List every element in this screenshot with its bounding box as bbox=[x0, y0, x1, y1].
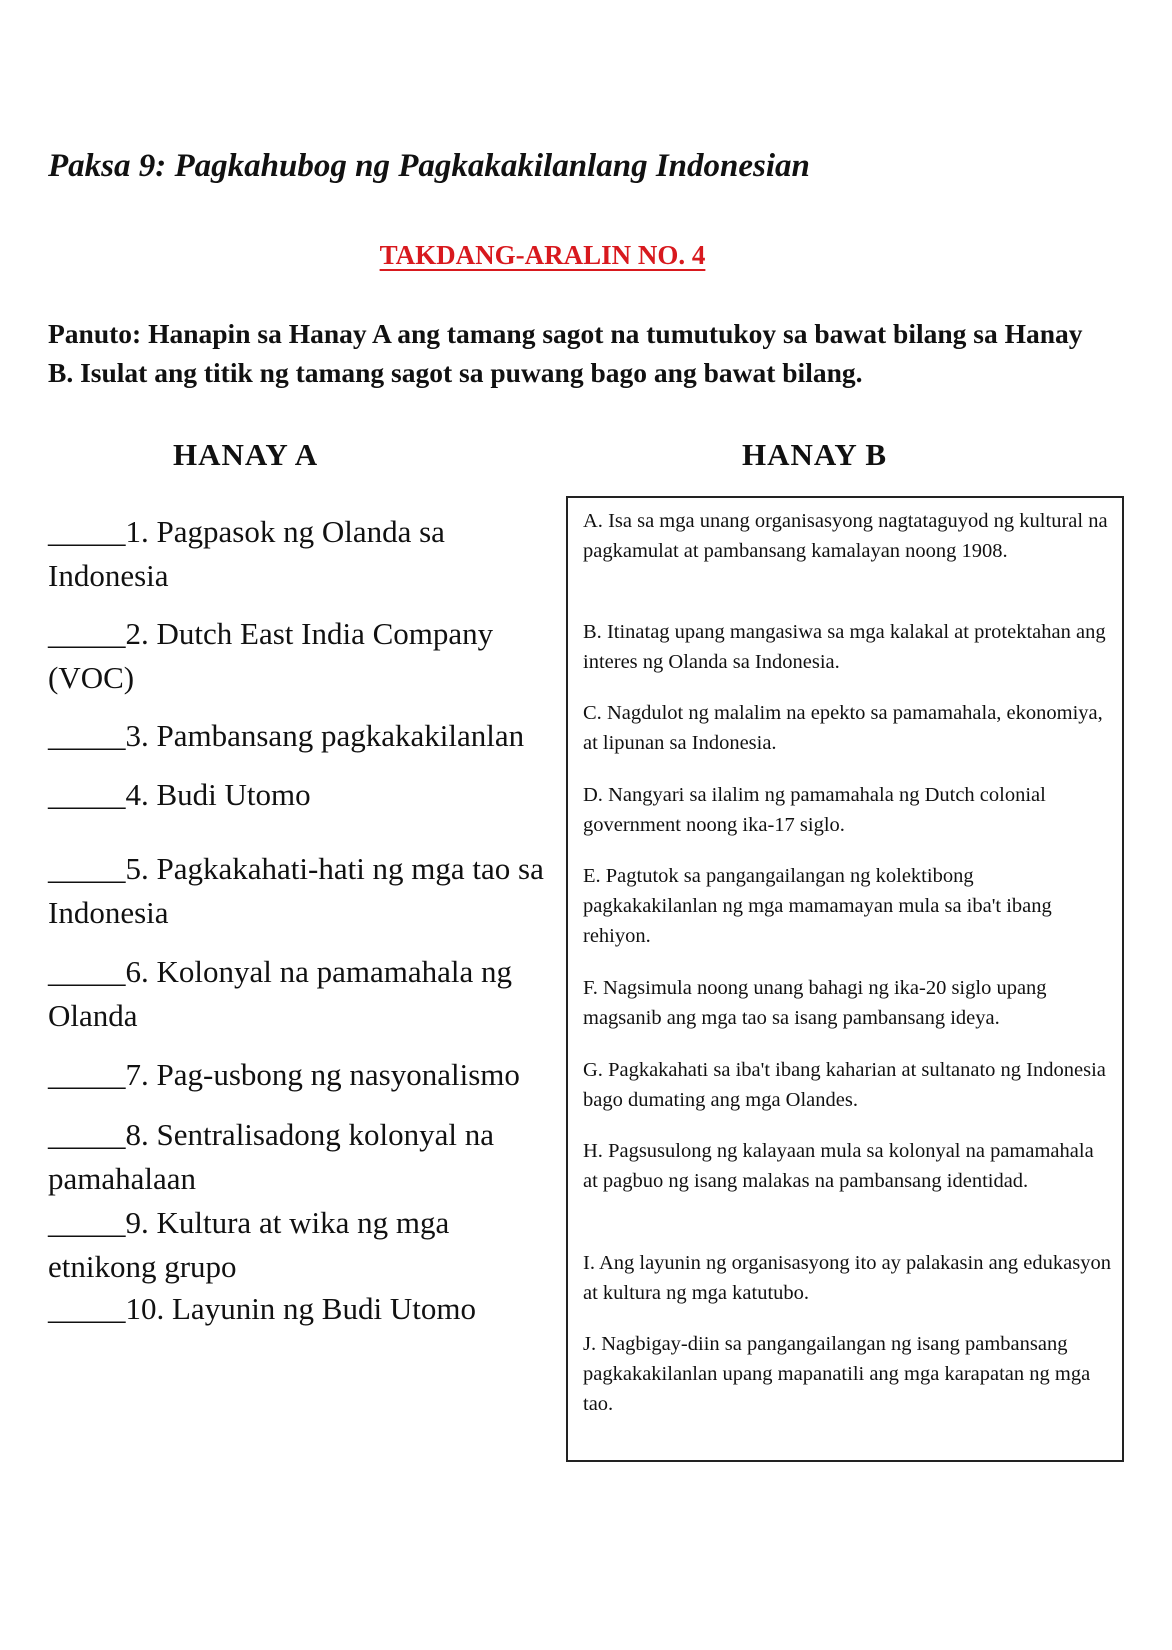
column-b-item bbox=[583, 780, 1113, 840]
item-letter: D. bbox=[583, 784, 603, 806]
column-b-item bbox=[583, 1248, 1113, 1308]
answer-blank[interactable]: _____ bbox=[48, 1057, 126, 1092]
item-text: Pagpasok ng Olanda sa Indonesia bbox=[48, 514, 445, 593]
column-a-item bbox=[48, 1113, 558, 1201]
item-number: 8. bbox=[125, 1117, 149, 1152]
column-a-item bbox=[48, 1201, 558, 1289]
column-a-item bbox=[48, 847, 558, 935]
item-text: Layunin ng Budi Utomo bbox=[172, 1291, 476, 1326]
item-text: Pagsusulong ng kalayaan mula sa kolonyal na pamamahala at pagbuo ng isang malakas na pambansang identidad. bbox=[583, 1140, 1094, 1192]
column-b-item bbox=[583, 698, 1113, 758]
column-b-item bbox=[583, 1055, 1113, 1115]
item-text: Pagkakahati sa iba't ibang kaharian at sultanato ng Indonesia bago dumating ang mga Olandes. bbox=[583, 1059, 1106, 1111]
item-number: 10. bbox=[125, 1291, 165, 1326]
item-number: 1. bbox=[125, 514, 149, 549]
answer-blank[interactable]: _____ bbox=[48, 718, 126, 753]
answer-blank[interactable]: _____ bbox=[48, 616, 126, 651]
item-letter: G. bbox=[583, 1059, 603, 1081]
column-a-item bbox=[48, 1287, 558, 1331]
item-text: Kultura at wika ng mga etnikong grupo bbox=[48, 1205, 450, 1284]
item-letter: I. bbox=[583, 1252, 595, 1274]
item-letter: F. bbox=[583, 977, 598, 999]
answer-blank[interactable]: _____ bbox=[48, 1291, 126, 1326]
answer-blank[interactable]: _____ bbox=[48, 851, 126, 886]
column-b-item bbox=[583, 617, 1113, 677]
answer-blank[interactable]: _____ bbox=[48, 514, 126, 549]
column-b-item bbox=[583, 506, 1113, 566]
item-text: Pagkakahati-hati ng mga tao sa Indonesia bbox=[48, 851, 544, 930]
instructions: Panuto: Hanapin sa Hanay A ang tamang sagot na tumutukoy sa bawat bilang sa Hanay B. Isulat ang titik ng tamang sagot sa puwang bago ang bawat bilang. bbox=[48, 318, 1083, 388]
item-number: 2. bbox=[125, 616, 149, 651]
column-a-item bbox=[48, 1053, 558, 1097]
column-a-item bbox=[48, 714, 558, 758]
column-b-box bbox=[566, 496, 1124, 1462]
item-number: 3. bbox=[125, 718, 149, 753]
item-letter: E. bbox=[583, 865, 601, 887]
column-b-item bbox=[583, 973, 1113, 1033]
item-letter: B. bbox=[583, 621, 602, 643]
column-a-item bbox=[48, 773, 558, 817]
item-text: Nagsimula noong unang bahagi ng ika-20 siglo upang magsanib ang mga tao sa isang pambansang ideya. bbox=[583, 977, 1047, 1029]
item-text: Sentralisadong kolonyal na pamahalaan bbox=[48, 1117, 494, 1196]
item-number: 5. bbox=[125, 851, 149, 886]
item-text: Nagbigay-diin sa pangangailangan ng isang pambansang pagkakakilanlan upang mapanatili ang mga karapatan ng mga tao. bbox=[583, 1333, 1091, 1415]
topic-title: Paksa 9: Pagkahubog ng Pagkakakilanlang Indonesian bbox=[48, 148, 810, 184]
item-text: Budi Utomo bbox=[156, 777, 311, 812]
column-b-item bbox=[583, 1329, 1113, 1419]
item-text: Itinatag upang mangasiwa sa mga kalakal at protektahan ang interes ng Olanda sa Indonesia. bbox=[583, 621, 1106, 673]
item-letter: H. bbox=[583, 1140, 603, 1162]
item-number: 6. bbox=[125, 954, 149, 989]
item-number: 9. bbox=[125, 1205, 149, 1240]
column-a-item bbox=[48, 510, 558, 598]
item-number: 4. bbox=[125, 777, 149, 812]
column-a-item bbox=[48, 612, 558, 700]
column-a-heading: HANAY A bbox=[173, 437, 319, 472]
item-text: Ang layunin ng organisasyong ito ay palakasin ang edukasyon at kultura ng mga katutubo. bbox=[583, 1252, 1111, 1304]
column-b-item bbox=[583, 861, 1113, 951]
item-text: Nangyari sa ilalim ng pamamahala ng Dutch colonial government noong ika-17 siglo. bbox=[583, 784, 1046, 836]
column-b-heading: HANAY B bbox=[742, 437, 888, 472]
item-text: Kolonyal na pamamahala ng Olanda bbox=[48, 954, 513, 1033]
item-text: Pambansang pagkakakilanlan bbox=[156, 718, 525, 753]
answer-blank[interactable]: _____ bbox=[48, 954, 126, 989]
item-text: Isa sa mga unang organisasyong nagtataguyod ng kultural na pagkamulat at pambansang kamalayan noong 1908. bbox=[583, 510, 1108, 562]
answer-blank[interactable]: _____ bbox=[48, 1205, 126, 1240]
homework-title: TAKDANG-ARALIN NO. 4 bbox=[379, 240, 706, 270]
item-letter: C. bbox=[583, 702, 602, 724]
answer-blank[interactable]: _____ bbox=[48, 777, 126, 812]
item-text: Dutch East India Company (VOC) bbox=[48, 616, 494, 695]
item-text: Pag-usbong ng nasyonalismo bbox=[156, 1057, 520, 1092]
item-letter: A. bbox=[583, 510, 603, 532]
item-text: Pagtutok sa pangangailangan ng kolektibong pagkakakilanlan ng mga mamamayan mula sa iba't ibang rehiyon. bbox=[583, 865, 1052, 947]
answer-blank[interactable]: _____ bbox=[48, 1117, 126, 1152]
item-text: Nagdulot ng malalim na epekto sa pamamahala, ekonomiya, at lipunan sa Indonesia. bbox=[583, 702, 1103, 754]
item-number: 7. bbox=[125, 1057, 149, 1092]
column-b-item bbox=[583, 1136, 1113, 1196]
item-letter: J. bbox=[583, 1333, 597, 1355]
column-a-item bbox=[48, 950, 558, 1038]
